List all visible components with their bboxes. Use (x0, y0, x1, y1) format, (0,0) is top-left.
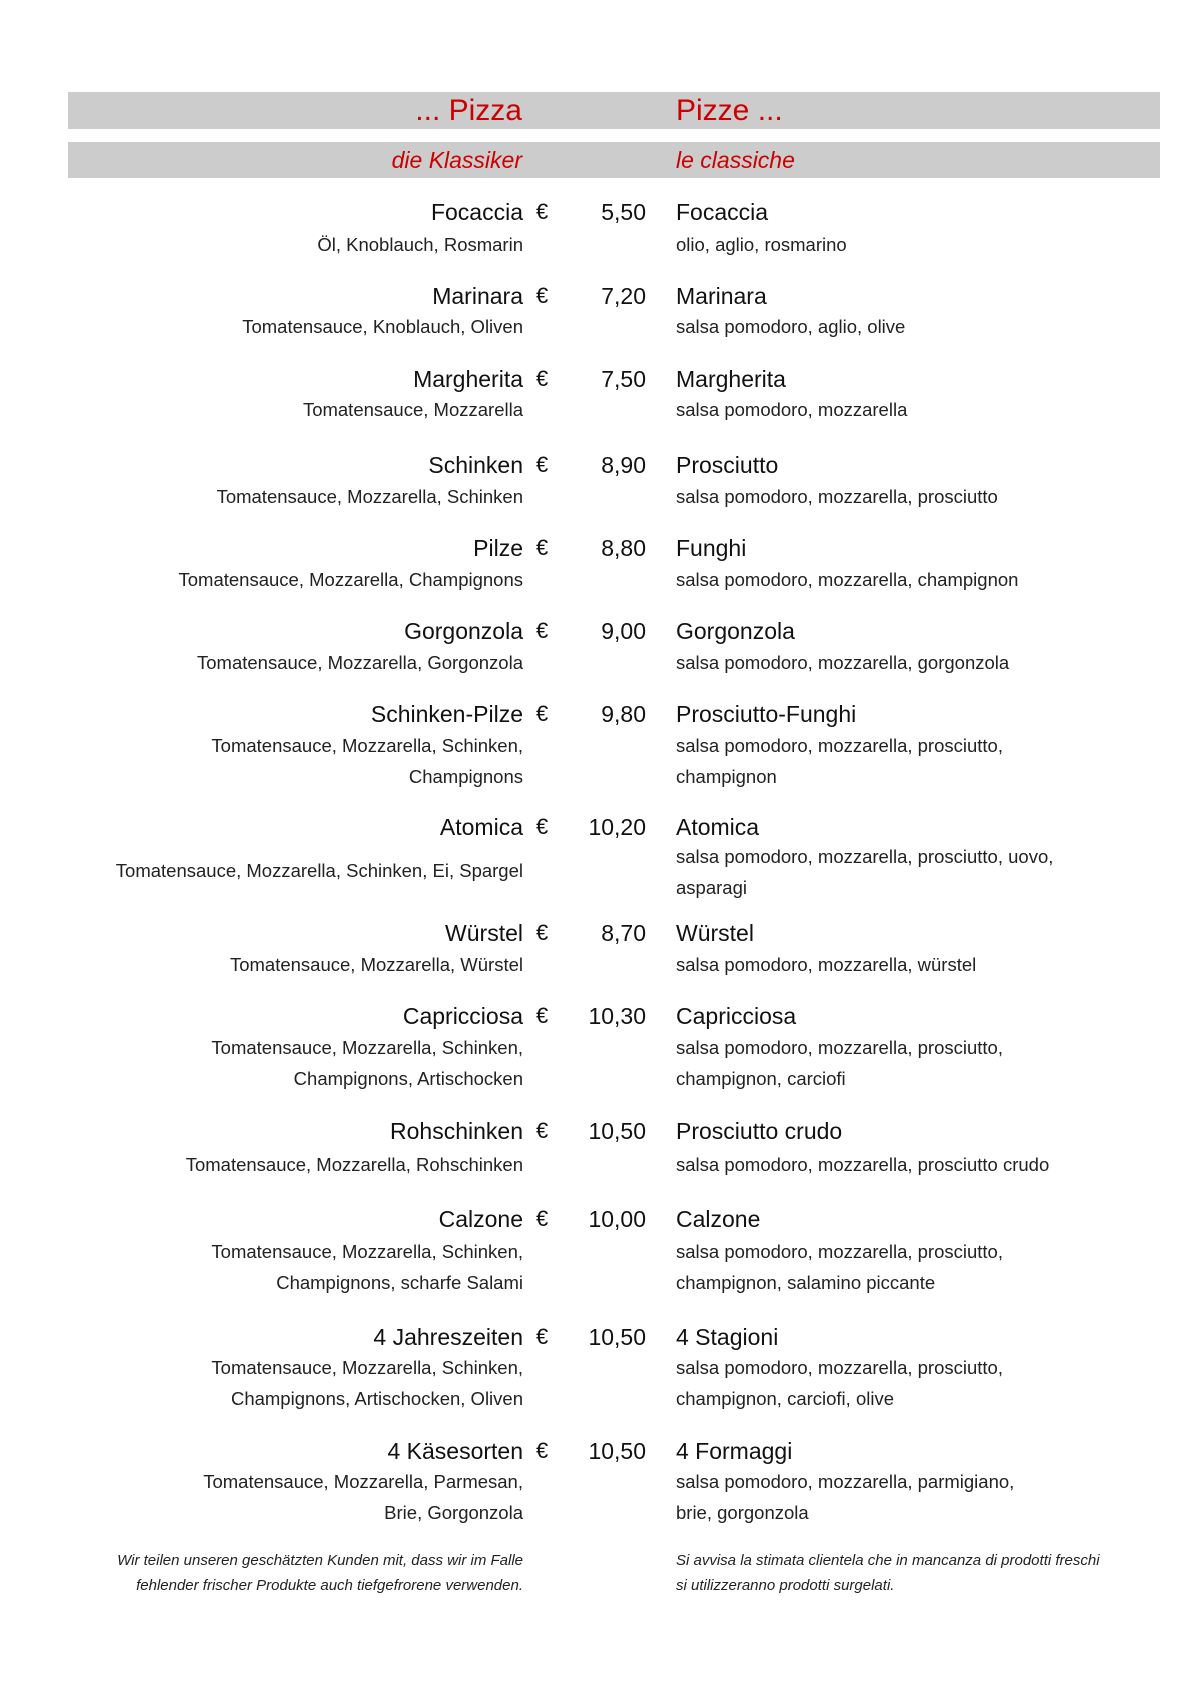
ingredients-german (211, 1032, 523, 1094)
pizza-name-german: Margherita (413, 366, 523, 392)
currency-symbol: € (536, 1324, 549, 1349)
pizza-name-german: 4 Jahreszeiten (373, 1324, 523, 1350)
ingredients-italian (676, 394, 907, 425)
ingredients-italian (676, 949, 976, 980)
ingredients-german (197, 647, 523, 678)
currency-symbol: € (536, 1206, 549, 1231)
ingredients-line: salsa pomodoro, aglio, olive (676, 316, 906, 337)
pizza-price: 9,80 (601, 701, 646, 727)
ingredients-german (116, 855, 523, 886)
title-italian: Pizze ... (676, 94, 783, 127)
ingredients-line: Tomatensauce, Mozzarella, Schinken, (211, 1357, 523, 1378)
pizza-name-german: Pilze (473, 535, 523, 561)
currency-symbol: € (536, 814, 549, 839)
pizza-name-german: 4 Käsesorten (387, 1438, 523, 1464)
pizza-name-german: Würstel (445, 920, 523, 946)
footnote-line: Wir teilen unseren geschätzten Kunden mit, dass wir im Falle (117, 1552, 523, 1569)
ingredients-german (211, 1236, 523, 1298)
pizza-name-german: Schinken-Pilze (370, 701, 523, 727)
ingredients-italian (676, 647, 1009, 678)
ingredients-line: Champignons, Artischocken, Oliven (230, 1388, 523, 1409)
ingredients-italian (676, 229, 847, 260)
pizza-name-german: Capricciosa (402, 1003, 523, 1029)
ingredients-german (230, 949, 523, 980)
currency-symbol: € (536, 1003, 549, 1028)
currency-symbol: € (536, 920, 549, 945)
ingredients-line: Champignons (408, 766, 523, 787)
ingredients-line: Tomatensauce, Mozzarella, Schinken, (211, 1241, 523, 1262)
ingredients-line: Tomatensauce, Mozzarella, Schinken, (211, 735, 523, 756)
ingredients-line: Öl, Knoblauch, Rosmarin (317, 234, 523, 255)
pizza-price: 7,20 (601, 283, 646, 309)
ingredients-line: salsa pomodoro, mozzarella, prosciutto, (676, 1037, 1003, 1058)
ingredients-line: salsa pomodoro, mozzarella, prosciutto (676, 486, 998, 507)
ingredients-line: salsa pomodoro, mozzarella, prosciutto, (676, 1241, 1003, 1262)
ingredients-line: Champignons, Artischocken (293, 1068, 523, 1089)
ingredients-italian (676, 564, 1018, 595)
pizza-name-german: Gorgonzola (404, 618, 523, 644)
currency-symbol: € (536, 366, 549, 391)
ingredients-line: salsa pomodoro, mozzarella, parmigiano, (676, 1471, 1015, 1492)
ingredients-italian (676, 311, 905, 342)
ingredients-italian (676, 1032, 1003, 1094)
subtitle-band (68, 142, 1160, 178)
pizza-name-italian: Focaccia (676, 199, 769, 225)
ingredients-german (211, 1352, 523, 1414)
ingredients-line: salsa pomodoro, mozzarella, prosciutto, uovo, (676, 846, 1054, 867)
pizza-price: 8,80 (601, 535, 646, 561)
ingredients-german (179, 564, 523, 595)
currency-symbol: € (536, 618, 549, 643)
pizza-name-italian: 4 Formaggi (676, 1438, 793, 1464)
pizza-name-italian: Prosciutto (676, 452, 779, 478)
ingredients-italian (676, 1149, 1049, 1180)
ingredients-italian (676, 1466, 1014, 1528)
ingredients-line: salsa pomodoro, mozzarella, prosciutto, (676, 735, 1003, 756)
ingredients-line: salsa pomodoro, mozzarella, champignon (676, 569, 1019, 590)
pizza-name-italian: Marinara (676, 283, 767, 309)
ingredients-german (217, 481, 523, 512)
pizza-name-german: Rohschinken (390, 1118, 523, 1144)
ingredients-line: Tomatensauce, Mozzarella, Würstel (229, 954, 523, 975)
footnote-line: Si avvisa la stimata clientela che in mancanza di prodotti freschi (676, 1552, 1100, 1569)
currency-symbol: € (536, 701, 549, 726)
ingredients-german (186, 1149, 523, 1180)
pizza-name-german: Atomica (439, 814, 523, 840)
ingredients-line: Tomatensauce, Mozzarella, Gorgonzola (197, 652, 523, 673)
ingredients-line: Tomatensauce, Mozzarella, Champignons (178, 569, 523, 590)
ingredients-line: olio, aglio, rosmarino (676, 234, 847, 255)
pizza-price: 10,00 (588, 1206, 646, 1232)
ingredients-italian (676, 841, 1053, 903)
currency-symbol: € (536, 199, 549, 224)
pizza-name-italian: Capricciosa (676, 1003, 797, 1029)
pizza-price: 10,50 (588, 1118, 646, 1144)
pizza-price: 8,90 (601, 452, 646, 478)
pizza-price: 10,30 (588, 1003, 646, 1029)
ingredients-line: Brie, Gorgonzola (384, 1502, 523, 1523)
pizza-name-italian: Prosciutto crudo (676, 1118, 843, 1144)
ingredients-line: Tomatensauce, Mozzarella, Schinken, Ei, Spargel (115, 860, 523, 881)
ingredients-german (242, 311, 523, 342)
ingredients-line: Tomatensauce, Mozzarella, Parmesan, (203, 1471, 523, 1492)
pizza-name-italian: Margherita (676, 366, 786, 392)
currency-symbol: € (536, 452, 549, 477)
pizza-name-german: Focaccia (430, 199, 523, 225)
pizza-name-italian: Gorgonzola (676, 618, 795, 644)
title-german: ... Pizza (415, 94, 522, 127)
ingredients-line: champignon, carciofi, olive (676, 1388, 894, 1409)
footnote-italian (676, 1548, 1100, 1598)
pizza-price: 10,50 (588, 1324, 646, 1350)
ingredients-line: champignon, salamino piccante (676, 1272, 936, 1293)
pizza-name-italian: 4 Stagioni (676, 1324, 779, 1350)
ingredients-line: brie, gorgonzola (676, 1502, 809, 1523)
ingredients-italian (676, 481, 998, 512)
pizza-price: 9,00 (601, 618, 646, 644)
pizza-name-italian: Funghi (676, 535, 747, 561)
ingredients-german (203, 1466, 523, 1528)
ingredients-line: champignon, carciofi (676, 1068, 846, 1089)
pizza-name-italian: Prosciutto-Funghi (676, 701, 857, 727)
pizza-name-italian: Calzone (676, 1206, 761, 1232)
pizza-price: 7,50 (601, 366, 646, 392)
ingredients-german (211, 730, 523, 792)
ingredients-italian (676, 1352, 1003, 1414)
pizza-name-italian: Würstel (676, 920, 754, 946)
ingredients-line: salsa pomodoro, mozzarella (676, 399, 908, 420)
currency-symbol: € (536, 1438, 549, 1463)
currency-symbol: € (536, 535, 549, 560)
footnote-line: fehlender frischer Produkte auch tiefgefrorene verwenden. (136, 1577, 523, 1594)
subtitle-italian: le classiche (676, 147, 795, 173)
footnote-german (117, 1548, 523, 1598)
pizza-price: 10,20 (588, 814, 646, 840)
ingredients-german (317, 229, 523, 260)
title-band (68, 92, 1160, 129)
ingredients-line: Tomatensauce, Mozzarella (302, 399, 523, 420)
ingredients-german (303, 394, 523, 425)
ingredients-line: Tomatensauce, Mozzarella, Rohschinken (185, 1154, 523, 1175)
currency-symbol: € (536, 1118, 549, 1143)
pizza-name-italian: Atomica (676, 814, 760, 840)
pizza-price: 10,50 (588, 1438, 646, 1464)
ingredients-line: salsa pomodoro, mozzarella, prosciutto, (676, 1357, 1003, 1378)
currency-symbol: € (536, 283, 549, 308)
ingredients-line: salsa pomodoro, mozzarella, würstel (676, 954, 977, 975)
pizza-price: 5,50 (601, 199, 646, 225)
pizza-name-german: Schinken (428, 452, 523, 478)
pizza-name-german: Calzone (438, 1206, 523, 1232)
ingredients-line: asparagi (676, 877, 747, 898)
ingredients-italian (676, 1236, 1003, 1298)
ingredients-line: salsa pomodoro, mozzarella, gorgonzola (676, 652, 1010, 673)
ingredients-line: Tomatensauce, Mozzarella, Schinken, (211, 1037, 523, 1058)
pizza-price: 8,70 (601, 920, 646, 946)
ingredients-line: champignon (676, 766, 777, 787)
ingredients-line: Tomatensauce, Knoblauch, Oliven (242, 316, 523, 337)
ingredients-line: Champignons, scharfe Salami (276, 1272, 523, 1293)
subtitle-german: die Klassiker (391, 147, 522, 173)
footnote-line: si utilizzeranno prodotti surgelati. (676, 1577, 895, 1594)
ingredients-line: salsa pomodoro, mozzarella, prosciutto crudo (676, 1154, 1050, 1175)
ingredients-italian (676, 730, 1003, 792)
ingredients-line: Tomatensauce, Mozzarella, Schinken (216, 486, 523, 507)
pizza-name-german: Marinara (432, 283, 523, 309)
